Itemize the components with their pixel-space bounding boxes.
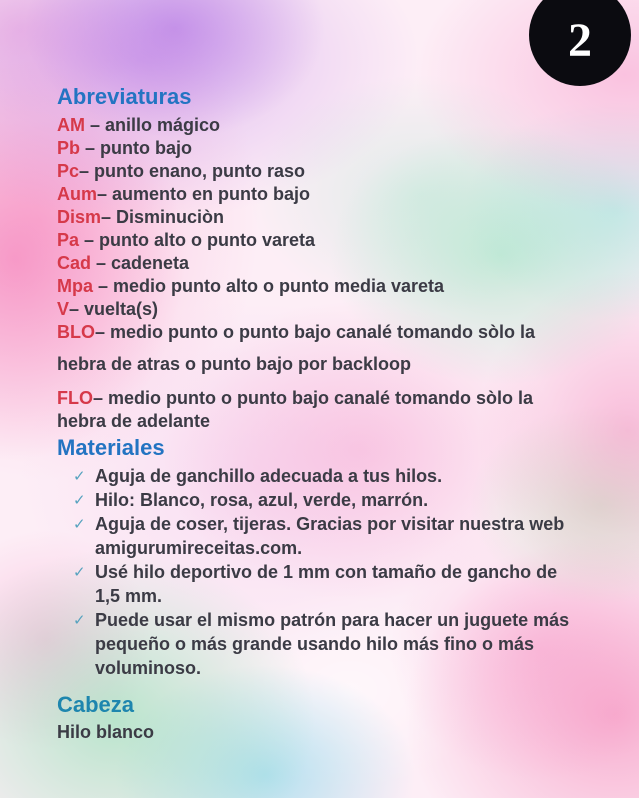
page-number: 2: [568, 13, 592, 67]
abbreviation-row: [57, 229, 602, 252]
abbreviation-code: Pb: [57, 138, 81, 158]
abbreviation-code: Cad: [57, 253, 92, 273]
abbreviation-row: [57, 252, 602, 275]
section-heading-cabeza: Cabeza: [57, 692, 135, 717]
check-icon: ✓: [73, 564, 86, 581]
abbreviation-row: [57, 183, 602, 206]
material-text: Puede usar el mismo patrón para hacer un juguete más pequeño o más grande usando hilo más fino o más voluminoso.: [95, 610, 570, 678]
abbreviation-row: [57, 275, 602, 298]
head-section: [57, 692, 602, 744]
abbreviation-row: [57, 137, 602, 160]
material-item: [57, 488, 579, 512]
material-item: [57, 512, 579, 560]
abbreviation-code: AM: [57, 115, 85, 135]
abbreviation-row: [57, 387, 602, 410]
abbreviation-meaning: – cadeneta: [91, 253, 190, 273]
page-number-badge: [529, 0, 631, 86]
check-icon: ✓: [73, 492, 86, 509]
head-subtitle: Hilo blanco: [57, 722, 155, 742]
abbreviation-code: Dism: [57, 207, 102, 227]
abbreviation-meaning: – medio punto o punto bajo canalé tomando sòlo la: [95, 322, 536, 342]
abbreviation-row: [57, 114, 602, 137]
check-icon: ✓: [73, 612, 86, 629]
section-heading-abreviaturas: Abreviaturas: [57, 84, 192, 109]
abbreviation-meaning: – aumento en punto bajo: [97, 184, 311, 204]
abbreviation-code: Aum: [57, 184, 97, 204]
abbreviation-code: FLO: [57, 388, 93, 408]
material-text: Aguja de ganchillo adecuada a tus hilos.: [95, 466, 443, 486]
abbreviations-list: [57, 114, 602, 433]
section-heading-materiales: Materiales: [57, 435, 165, 460]
abbreviation-meaning: – Disminuciòn: [101, 207, 225, 227]
abbreviation-meaning: – vuelta(s): [69, 299, 159, 319]
abbreviation-row: [57, 298, 602, 321]
material-item: [57, 560, 579, 608]
page-content: [57, 84, 602, 744]
abbreviation-code: V: [57, 299, 70, 319]
abbreviation-row: [57, 206, 602, 229]
abbreviation-row: [57, 160, 602, 183]
material-text: Aguja de coser, tijeras. Gracias por visitar nuestra web amigurumireceitas.com.: [95, 514, 565, 558]
abbreviation-continuation: hebra de adelante: [57, 411, 211, 431]
abbreviation-row: [57, 321, 602, 344]
materials-list: [57, 464, 602, 680]
abbreviation-code: Pa: [57, 230, 80, 250]
abbreviation-meaning: – medio punto alto o punto media vareta: [93, 276, 445, 296]
abbreviation-code: Pc: [57, 161, 80, 181]
material-item: [57, 608, 579, 680]
abbreviation-meaning: – punto enano, punto raso: [79, 161, 306, 181]
abbreviation-meaning: – punto alto o punto vareta: [79, 230, 316, 250]
abbreviation-continuation: hebra de atras o punto bajo por backloop: [57, 354, 412, 374]
abbreviation-code: BLO: [57, 322, 95, 342]
material-text: Hilo: Blanco, rosa, azul, verde, marrón.: [95, 490, 429, 510]
abbreviation-code: Mpa: [57, 276, 93, 296]
abbreviation-meaning: – punto bajo: [80, 138, 193, 158]
check-icon: ✓: [73, 516, 86, 533]
material-item: [57, 464, 579, 488]
abbreviation-meaning: – medio punto o punto bajo canalé tomando sòlo la: [93, 388, 534, 408]
abbreviation-meaning: – anillo mágico: [85, 115, 221, 135]
check-icon: ✓: [73, 468, 86, 485]
material-text: Usé hilo deportivo de 1 mm con tamaño de gancho de 1,5 mm.: [95, 562, 558, 606]
